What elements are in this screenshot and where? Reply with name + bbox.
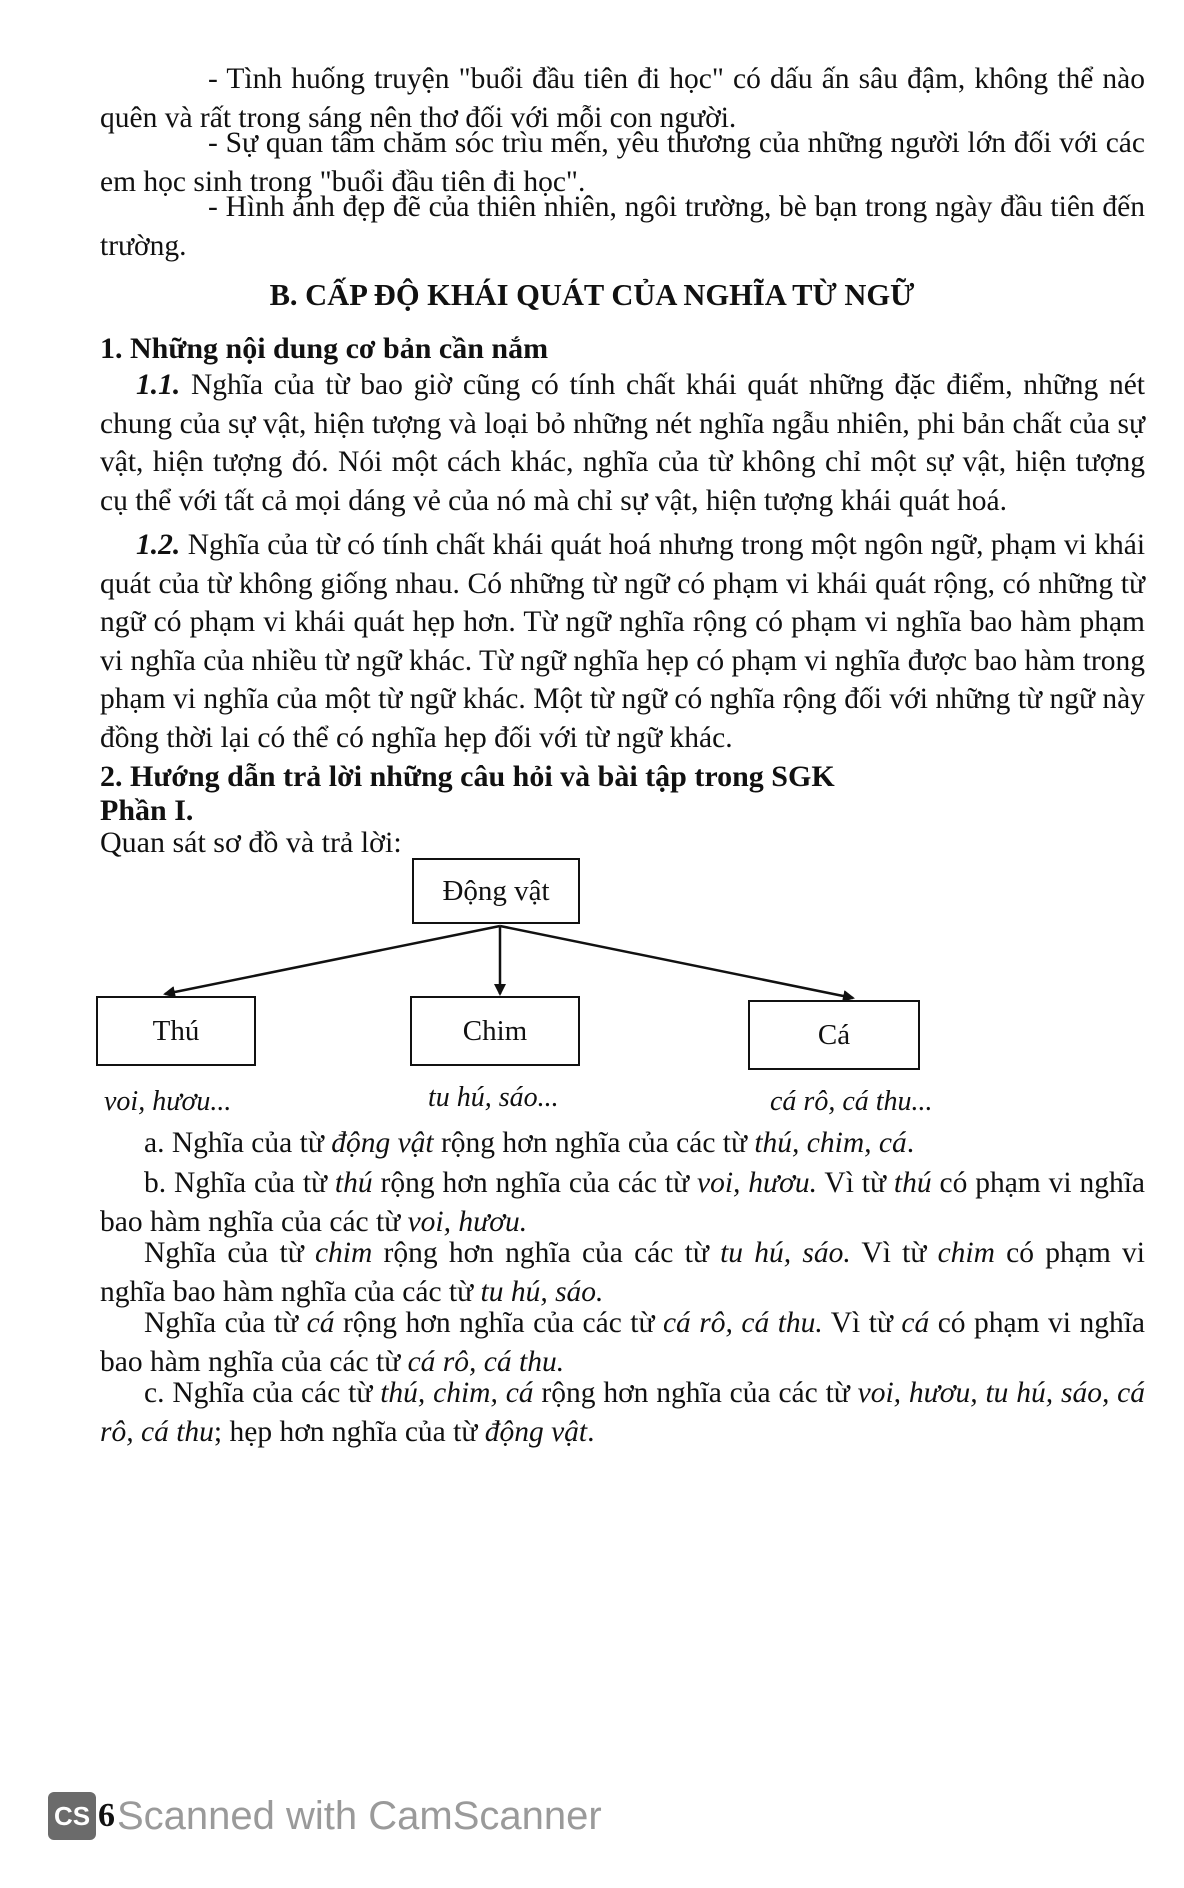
diagram-example-thu: voi, hươu... <box>104 1086 232 1117</box>
answer-chim-text: Vì từ <box>850 1237 938 1269</box>
answer-chim-term: chim <box>314 1237 373 1269</box>
answer-b <box>100 1164 1145 1241</box>
answer-ca-term: cá rô, cá thu. <box>407 1345 565 1378</box>
part2-heading: 2. Hướng dẫn trả lời những câu hỏi và bài tập trong SGK <box>100 760 835 793</box>
answer-c-text: rộng hơn nghĩa của các từ <box>533 1377 858 1409</box>
answer-ca-term: cá <box>306 1307 335 1339</box>
camscanner-watermark: Scanned with CamScanner <box>117 1793 602 1838</box>
part1-heading: 1. Những nội dung cơ bản cần nắm <box>100 332 549 365</box>
answer-c-term: thú, chim, cá <box>380 1377 534 1409</box>
answer-c-text: c. Nghĩa của các từ <box>144 1377 381 1409</box>
intro-bullet-1: - Tình huống truyện "buổi đầu tiên đi học" có dấu ấn sâu đậm, không thể nào quên và rất trong sáng nên thơ đối với mỗi con người. <box>100 63 1145 134</box>
answer-a <box>100 1124 1145 1163</box>
paragraph-1-1-number: 1.1. <box>136 369 181 401</box>
arrow-to-ca <box>500 926 853 998</box>
page-number: 6 <box>98 1797 115 1834</box>
answer-c-term: voi, hươu, tu hú, sáo, cá rô, cá thu <box>100 1377 1146 1448</box>
answer-a-term: thú, chim, cá <box>754 1127 907 1159</box>
paragraph-1-2-number: 1.2. <box>136 529 181 561</box>
answer-b-text: rộng hơn nghĩa của các từ <box>372 1167 697 1199</box>
part2-prompt: Quan sát sơ đồ và trả lời: <box>100 826 402 859</box>
answer-ca <box>100 1304 1145 1381</box>
answer-ca-term: cá <box>901 1307 930 1339</box>
answer-chim-term: tu hú, sáo. <box>480 1275 604 1308</box>
diagram-example-chim: tu hú, sáo... <box>428 1082 559 1113</box>
paragraph-1-1-text: Nghĩa của từ bao giờ cũng có tính chất khái quát những đặc điểm, những nét chung của sự vật, hiện tượng và loại bỏ những nét nghĩa ngẫu nhiên, phi bản chất của sự vật, hiện tượng đó. Nói một cách khác, nghĩa của từ không chỉ một sự vật, hiện tượng cụ thể với tất cả mọi dáng vẻ của nó mà chỉ sự vật, hiện tượng khái quát hoá. <box>100 369 1146 517</box>
answer-b-term: thú <box>334 1167 373 1199</box>
arrow-to-thu <box>165 926 500 994</box>
answer-ca-text: rộng hơn nghĩa của các từ <box>334 1307 663 1339</box>
answer-chim-text: có phạm vi nghĩa bao hàm nghĩa của các từ <box>100 1237 1145 1308</box>
intro-bullet-3: - Hình ảnh đẹp đẽ của thiên nhiên, ngôi trường, bè bạn trong ngày đầu tiên đến trường. <box>100 191 1145 262</box>
answer-chim-text: Nghĩa của từ <box>144 1237 315 1269</box>
diagram-root-box <box>412 858 580 924</box>
answer-b-term: voi, hươu. <box>407 1205 528 1238</box>
answer-chim <box>100 1234 1145 1311</box>
answer-chim-term: tu hú, sáo. <box>720 1237 851 1269</box>
answer-ca-text: Vì từ <box>822 1307 902 1339</box>
answer-b-text: b. Nghĩa của từ <box>144 1167 335 1199</box>
answer-ca-text: Nghĩa của từ <box>144 1307 307 1339</box>
answer-a-text: rộng hơn nghĩa của các từ <box>433 1127 755 1159</box>
intro-bullet-2: - Sự quan tâm chăm sóc trìu mến, yêu thương của những người lớn đối với các em học sinh trong "buổi đầu tiên đi học". <box>100 127 1145 198</box>
answer-c-text: ; hẹp hơn nghĩa của từ <box>213 1415 485 1448</box>
diagram-example-ca: cá rô, cá thu... <box>770 1086 933 1117</box>
camscanner-footer <box>48 1792 602 1840</box>
section-title: B. CẤP ĐỘ KHÁI QUÁT CỦA NGHĨA TỪ NGỮ <box>269 278 915 312</box>
answer-c <box>100 1374 1145 1451</box>
answer-ca-term: cá rô, cá thu. <box>662 1307 823 1339</box>
diagram-child-ca-label: Cá <box>817 1018 851 1051</box>
answer-c-term: động vật <box>484 1415 588 1448</box>
answer-b-term: voi, hươu. <box>697 1167 818 1199</box>
diagram-child-ca <box>748 1000 920 1070</box>
diagram-child-thu <box>96 996 256 1066</box>
answer-b-text: Vì từ <box>817 1167 894 1199</box>
answer-b-text: có phạm vi nghĩa bao hàm nghĩa của các từ <box>100 1167 1146 1238</box>
answer-c-text: . <box>587 1415 595 1448</box>
answer-a-text: a. Nghĩa của từ <box>144 1127 332 1159</box>
diagram-root-label: Động vật <box>442 874 550 907</box>
part2-subheading: Phần I. <box>100 794 194 827</box>
answer-chim-text: rộng hơn nghĩa của các từ <box>372 1237 721 1269</box>
diagram-child-chim-label: Chim <box>462 1014 528 1047</box>
paragraph-1-2-text: Nghĩa của từ có tính chất khái quát hoá nhưng trong một ngôn ngữ, phạm vi khái quát của từ không giống nhau. Có những từ ngữ có phạm vi khái quát rộng, có những từ ngữ có phạm vi khái quát hẹp hơn. Từ ngữ nghĩa rộng có phạm vi nghĩa bao hàm phạm vi nghĩa của nhiều từ ngữ khác. Từ ngữ nghĩa hẹp có phạm vi nghĩa được bao hàm trong phạm vi nghĩa của một từ ngữ khác. Một từ ngữ có nghĩa rộng đối với những từ ngữ này đồng thời lại có thể có nghĩa hẹp đối với từ ngữ khác. <box>100 529 1146 754</box>
diagram-child-chim <box>410 996 580 1066</box>
answer-b-term: thú <box>893 1167 932 1199</box>
camscanner-logo: CS <box>48 1792 96 1840</box>
answer-ca-text: có phạm vi nghĩa bao hàm nghĩa của các từ <box>100 1307 1145 1378</box>
answer-a-text: . <box>906 1127 915 1159</box>
diagram-child-thu-label: Thú <box>152 1014 200 1047</box>
answer-chim-term: chim <box>937 1237 995 1269</box>
answer-a-term: động vật <box>331 1127 434 1159</box>
